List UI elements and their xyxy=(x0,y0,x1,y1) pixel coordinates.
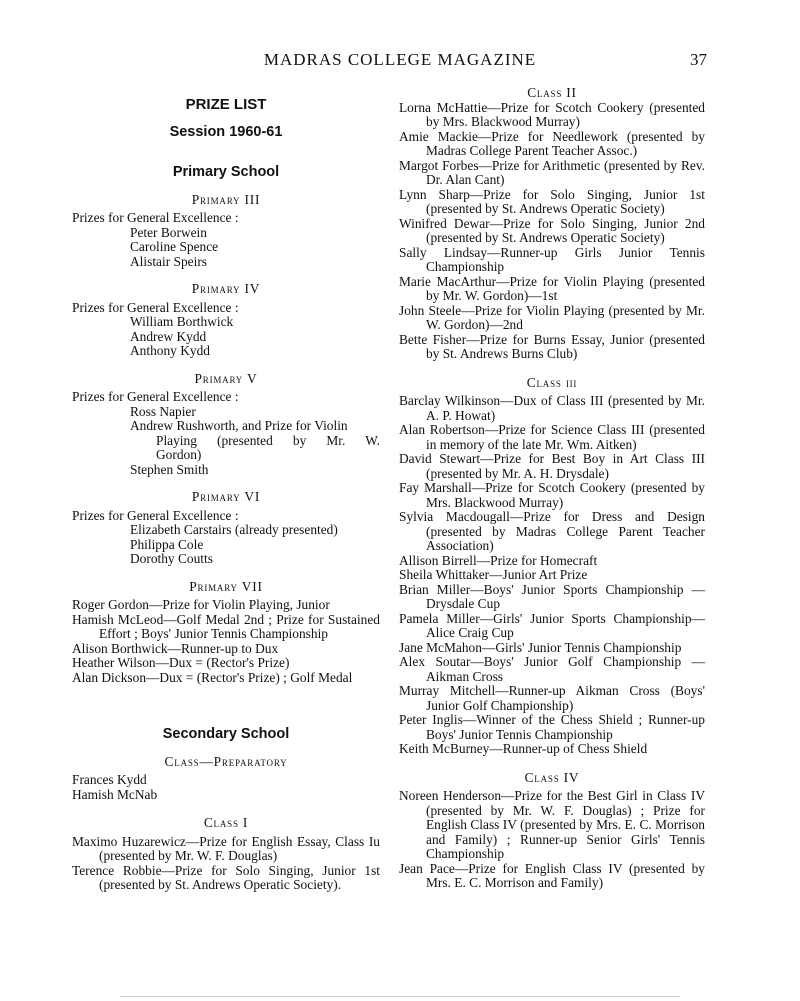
prize-entry: Lorna McHattie—Prize for Scotch Cookery (presented by Mrs. Blackwood Murray) xyxy=(399,99,705,129)
prize-entry: David Stewart—Prize for Best Boy in Art Class III (presented by Mr. A. H. Drysdale) xyxy=(399,451,705,481)
prize-entry: Heather Wilson—Dux = (Rector's Prize) xyxy=(72,655,290,670)
prize-entry: Amie Mackie—Prize for Needlework (presented by Madras College Parent Teacher Assoc.) xyxy=(399,128,705,158)
primary-iv-heading: Primary IV xyxy=(191,281,261,296)
student-name: Alistair Speirs xyxy=(130,253,207,269)
prize-label: Prizes for General Excellence : xyxy=(72,210,239,225)
student-name: Philippa Cole xyxy=(130,536,204,552)
student-name: Frances Kydd xyxy=(72,772,147,787)
student-name: Ross Napier xyxy=(130,403,196,419)
primary-school-title: Primary School xyxy=(172,164,280,180)
primary-v-heading: Primary V xyxy=(194,370,258,386)
student-name: Caroline Spence xyxy=(130,239,219,254)
class-iv-heading: Class IV xyxy=(524,769,580,785)
prize-entry: Alex Soutar—Boys' Junior Golf Championship —Aikman Cross xyxy=(399,654,705,684)
student-name: Anthony Kydd xyxy=(130,343,210,358)
prize-entry: Barclay Wilkinson—Dux of Class III (presented by Mr. A. P. Howat) xyxy=(399,393,705,423)
left-column xyxy=(72,86,380,893)
prize-label: Prizes for General Excellence : xyxy=(72,299,239,315)
student-name: Andrew Rushworth, and Prize for Violin xyxy=(130,418,348,433)
prize-entry: Lynn Sharp—Prize for Solo Singing, Junior 1st (presented by St. Andrews Operatic Society) xyxy=(399,186,705,216)
prize-entry: Sheila Whittaker—Junior Art Prize xyxy=(399,567,588,582)
student-name-continued: Gordon) xyxy=(156,447,202,462)
prize-entry: Winifred Dewar—Prize for Solo Singing, Junior 2nd (presented by St. Andrews Operatic Society) xyxy=(399,215,705,245)
prize-entry: Sally Lindsay—Runner-up Girls Junior Tennis Championship xyxy=(399,244,705,274)
prize-entry: Jean Pace—Prize for English Class IV (presented by Mrs. E. C. Morrison and Family) xyxy=(399,860,705,890)
page-header xyxy=(0,50,800,74)
prize-entry: Keith McBurney—Runner-up of Chess Shield xyxy=(399,741,648,756)
student-name: Hamish McNab xyxy=(72,786,158,802)
prize-entry: Alison Borthwick—Runner-up to Dux xyxy=(72,640,279,656)
prize-entry: Roger Gordon—Prize for Violin Playing, Junior xyxy=(72,597,330,612)
prize-label: Prizes for General Excellence : xyxy=(72,389,239,404)
class-i-heading: Class I xyxy=(203,815,249,830)
prize-entry: Noreen Henderson—Prize for the Best Girl in Class IV (presented by Mr. W. F. Douglas) ; Prize for English Class IV (presented by Mrs. E. C. Morrison and Family) ; Runner-up Senior Girls' Tennis Championship xyxy=(399,788,705,861)
prize-entry: Bette Fisher—Prize for Burns Essay, Junior (presented by St. Andrews Burns Club) xyxy=(399,331,705,361)
page-number: 37 xyxy=(690,50,707,69)
prize-list-title: PRIZE LIST xyxy=(185,96,267,113)
session-title: Session 1960-61 xyxy=(169,123,283,140)
prize-entry: Pamela Miller—Girls' Junior Sports Championship—Alice Craig Cup xyxy=(399,610,705,640)
right-column xyxy=(399,86,705,891)
class-ii-heading: Class II xyxy=(527,85,577,100)
prize-label: Prizes for General Excellence : xyxy=(72,507,239,523)
primary-vii-heading: Primary VII xyxy=(189,578,263,594)
student-name: Peter Borwein xyxy=(130,224,207,240)
magazine-title: MADRAS COLLEGE MAGAZINE xyxy=(263,50,537,69)
class-preparatory-heading: Class—Preparatory xyxy=(164,753,288,769)
class-iii-heading: Class iii xyxy=(526,374,578,390)
prize-entry: Margot Forbes—Prize for Arithmetic (presented by Rev. Dr. Alan Cant) xyxy=(399,157,705,187)
primary-iii-heading: Primary III xyxy=(191,191,261,207)
prize-entry: Alan Robertson—Prize for Science Class III (presented in memory of the late Mr. Wm. Aitken) xyxy=(399,422,705,452)
student-name: William Borthwick xyxy=(130,314,234,329)
prize-entry: Brian Miller—Boys' Junior Sports Championship —Drysdale Cup xyxy=(399,581,705,611)
prize-entry: Marie MacArthur—Prize for Violin Playing (presented by Mr. W. Gordon)—1st xyxy=(399,273,705,303)
prize-entry: Murray Mitchell—Runner-up Aikman Cross (Boys' Junior Golf Championship) xyxy=(399,683,705,713)
student-name-continued: Playing (presented by Mr. W. xyxy=(156,432,380,448)
prize-entry: Fay Marshall—Prize for Scotch Cookery (presented by Mrs. Blackwood Murray) xyxy=(399,480,705,510)
prize-entry: Hamish McLeod—Golf Medal 2nd ; Prize for Sustained Effort ; Boys' Junior Tennis Championship xyxy=(72,611,380,641)
prize-entry: Jane McMahon—Girls' Junior Tennis Championship xyxy=(399,639,682,655)
primary-vi-heading: Primary VI xyxy=(191,489,261,504)
page-bottom-rule xyxy=(120,996,680,997)
student-name: Andrew Kydd xyxy=(130,328,207,344)
prize-entry: Sylvia Macdougall—Prize for Dress and Design (presented by Madras College Parent Teacher Association) xyxy=(399,509,705,553)
prize-entry: John Steele—Prize for Violin Playing (presented by Mr. W. Gordon)—2nd xyxy=(399,302,705,332)
student-name: Elizabeth Carstairs (already presented) xyxy=(130,522,338,537)
student-name: Dorothy Coutts xyxy=(130,551,213,566)
student-name: Stephen Smith xyxy=(130,461,209,477)
secondary-school-title: Secondary School xyxy=(162,726,290,742)
prize-entry: Allison Birrell—Prize for Homecraft xyxy=(399,552,598,568)
prize-entry: Peter Inglis—Winner of the Chess Shield ; Runner-up Boys' Junior Tennis Championship xyxy=(399,712,705,742)
prize-entry: Maximo Huzarewicz—Prize for English Essay, Class Iu (presented by Mr. W. F. Douglas) xyxy=(72,833,380,863)
prize-entry: Alan Dickson—Dux = (Rector's Prize) ; Golf Medal xyxy=(72,669,353,685)
prize-entry: Terence Robbie—Prize for Solo Singing, Junior 1st (presented by St. Andrews Operatic Society). xyxy=(72,862,380,892)
